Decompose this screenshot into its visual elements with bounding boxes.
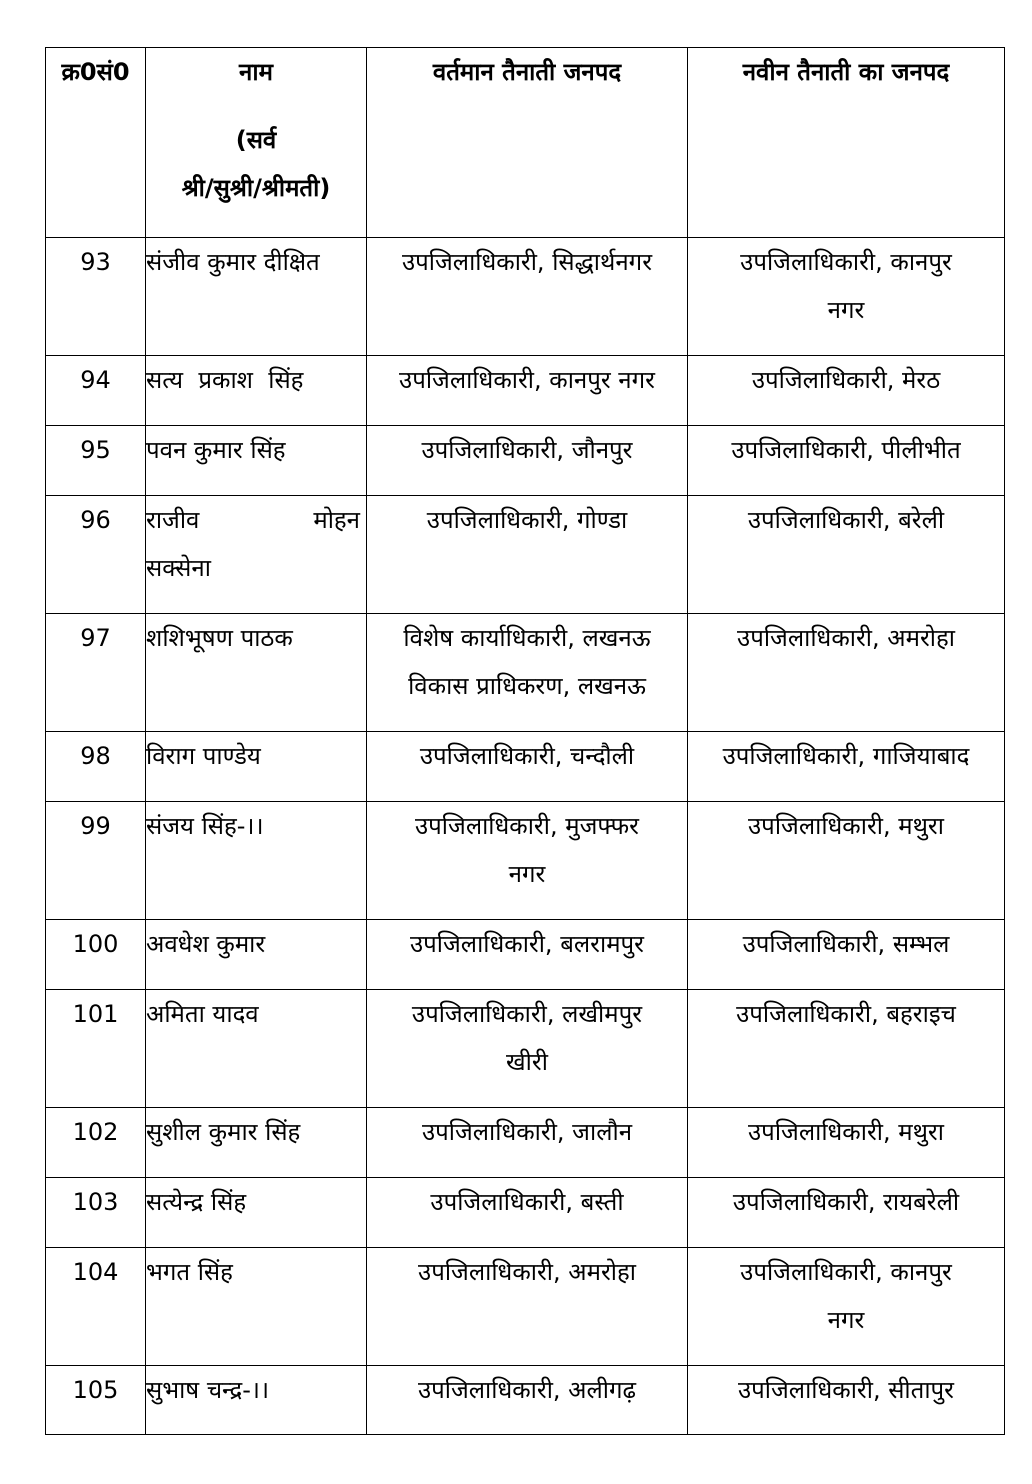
table-row xyxy=(46,1108,1005,1178)
name-cell: संजय सिंह-।। xyxy=(146,802,367,920)
name-cell: अमिता यादव xyxy=(146,990,367,1108)
serial-cell: 102 xyxy=(46,1108,146,1178)
new-district-cell: उपजिलाधिकारी, मथुरा xyxy=(688,1108,1005,1178)
new-district-cell: उपजिलाधिकारी, गाजियाबाद xyxy=(688,732,1005,802)
table-row xyxy=(46,426,1005,496)
name-cell: सुभाष चन्द्र-।। xyxy=(146,1366,367,1435)
current-district-cell: उपजिलाधिकारी, गोण्डा xyxy=(367,496,688,614)
header-serial: क्र0सं0 xyxy=(46,48,146,238)
current-district-cell: उपजिलाधिकारी, सिद्धार्थनगर xyxy=(367,238,688,356)
current-district-cell: विशेष कार्याधिकारी, लखनऊ विकास प्राधिकरण, लखनऊ xyxy=(367,614,688,732)
serial-cell: 98 xyxy=(46,732,146,802)
table-row xyxy=(46,496,1005,614)
table-row xyxy=(46,614,1005,732)
table-row xyxy=(46,1248,1005,1366)
table-row xyxy=(46,990,1005,1108)
serial-cell: 94 xyxy=(46,356,146,426)
table-row xyxy=(46,356,1005,426)
new-district-cell: उपजिलाधिकारी, कानपुर नगर xyxy=(688,238,1005,356)
table-row xyxy=(46,1178,1005,1248)
serial-cell: 101 xyxy=(46,990,146,1108)
new-district-cell: उपजिलाधिकारी, पीलीभीत xyxy=(688,426,1005,496)
new-district-cell: उपजिलाधिकारी, मथुरा xyxy=(688,802,1005,920)
header-name-line1: नाम xyxy=(239,58,273,86)
current-district-cell: उपजिलाधिकारी, चन्दौली xyxy=(367,732,688,802)
current-district-cell: उपजिलाधिकारी, मुजफ्फर नगर xyxy=(367,802,688,920)
serial-cell: 93 xyxy=(46,238,146,356)
name-cell: पवन कुमार सिंह xyxy=(146,426,367,496)
serial-cell: 100 xyxy=(46,920,146,990)
transfer-table xyxy=(45,47,1005,1435)
table-row xyxy=(46,802,1005,920)
header-name-line2: (सर्व xyxy=(235,126,277,154)
name-cell: अवधेश कुमार xyxy=(146,920,367,990)
name-cell: विराग पाण्डेय xyxy=(146,732,367,802)
new-district-cell: उपजिलाधिकारी, कानपुर नगर xyxy=(688,1248,1005,1366)
serial-cell: 95 xyxy=(46,426,146,496)
new-district-cell: उपजिलाधिकारी, बरेली xyxy=(688,496,1005,614)
table-row xyxy=(46,1366,1005,1435)
header-row xyxy=(46,48,1005,238)
current-district-cell: उपजिलाधिकारी, जालौन xyxy=(367,1108,688,1178)
serial-cell: 99 xyxy=(46,802,146,920)
current-district-cell: उपजिलाधिकारी, अमरोहा xyxy=(367,1248,688,1366)
current-district-cell: उपजिलाधिकारी, लखीमपुर खीरी xyxy=(367,990,688,1108)
name-cell: भगत सिंह xyxy=(146,1248,367,1366)
table-row xyxy=(46,238,1005,356)
table-row xyxy=(46,732,1005,802)
new-district-cell: उपजिलाधिकारी, बहराइच xyxy=(688,990,1005,1108)
name-cell: संजीव कुमार दीक्षित xyxy=(146,238,367,356)
new-district-cell: उपजिलाधिकारी, सम्भल xyxy=(688,920,1005,990)
current-district-cell: उपजिलाधिकारी, अलीगढ़ xyxy=(367,1366,688,1435)
current-district-cell: उपजिलाधिकारी, जौनपुर xyxy=(367,426,688,496)
name-cell: सुशील कुमार सिंह xyxy=(146,1108,367,1178)
current-district-cell: उपजिलाधिकारी, बस्ती xyxy=(367,1178,688,1248)
serial-cell: 105 xyxy=(46,1366,146,1435)
name-cell: सत्येन्द्र सिंह xyxy=(146,1178,367,1248)
serial-cell: 96 xyxy=(46,496,146,614)
new-district-cell: उपजिलाधिकारी, सीतापुर xyxy=(688,1366,1005,1435)
header-name xyxy=(146,48,367,238)
current-district-cell: उपजिलाधिकारी, बलरामपुर xyxy=(367,920,688,990)
header-name-line3: श्री/सुश्री/श्रीमती) xyxy=(181,174,331,202)
new-district-cell: उपजिलाधिकारी, अमरोहा xyxy=(688,614,1005,732)
serial-cell: 97 xyxy=(46,614,146,732)
serial-cell: 103 xyxy=(46,1178,146,1248)
table-row xyxy=(46,920,1005,990)
new-district-cell: उपजिलाधिकारी, मेरठ xyxy=(688,356,1005,426)
header-new-district: नवीन तैनाती का जनपद xyxy=(688,48,1005,238)
header-current-district: वर्तमान तैनाती जनपद xyxy=(367,48,688,238)
name-cell: राजीव मोहन सक्सेना xyxy=(146,496,367,614)
name-cell: शशिभूषण पाठक xyxy=(146,614,367,732)
name-cell: सत्य प्रकाश सिंह xyxy=(146,356,367,426)
current-district-cell: उपजिलाधिकारी, कानपुर नगर xyxy=(367,356,688,426)
new-district-cell: उपजिलाधिकारी, रायबरेली xyxy=(688,1178,1005,1248)
serial-cell: 104 xyxy=(46,1248,146,1366)
